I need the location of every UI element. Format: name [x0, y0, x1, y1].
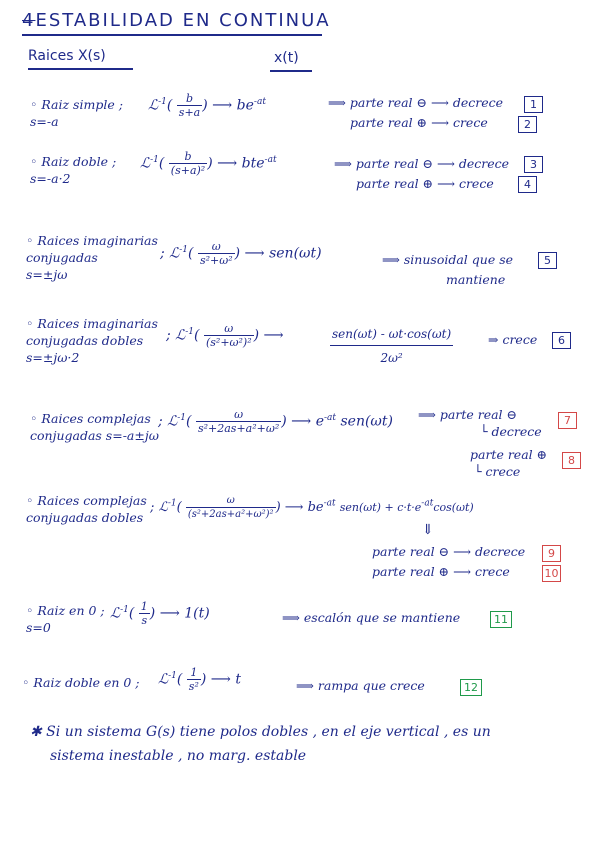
row-1-label	[30, 96, 123, 130]
fraction-numerator: 1	[140, 600, 148, 613]
row-8-label: ◦ Raiz doble en 0 ;	[22, 675, 140, 690]
exponent: -at	[264, 154, 277, 165]
result-denominator: 2ω²	[380, 351, 403, 365]
header-time-underline	[270, 70, 312, 72]
result-fraction	[330, 328, 453, 365]
inverse-exponent: -1	[177, 412, 187, 423]
fraction	[196, 408, 281, 435]
laplace-symbol: ℒ	[167, 413, 178, 430]
row-2-label-line: ◦ Raiz doble ;	[30, 154, 117, 169]
row-3-result: sen(ωt)	[269, 245, 322, 262]
row-6-label-line: conjugadas dobles	[26, 510, 144, 525]
page-title	[22, 10, 331, 31]
inverse-exponent: -1	[150, 154, 159, 165]
case-line: ⟹ parte real ⊖	[418, 407, 517, 422]
header-roots: Raices X(s)	[28, 48, 106, 64]
row-2-transform: ℒ$^{-1}$( $\frac{b}{\text{(s+a)²}}$ ) ⟶ bte$^{-at}$	[140, 150, 277, 177]
row-5-box-2: 8	[562, 452, 581, 469]
inverse-exponent: -1	[120, 604, 129, 615]
fraction-denominator: s²	[188, 680, 199, 693]
fraction-denominator: (s²+ω²)²	[205, 336, 252, 349]
row-2-result: bte	[241, 155, 265, 172]
laplace-symbol: ℒ	[175, 327, 186, 344]
row-4-label-line: s=±jω·2	[26, 350, 80, 365]
exponent: -at	[323, 498, 336, 509]
row-1-transform: ℒ$^{-1}$( $\frac{b}{s+a}$ ) ⟶ $be^{-at}$	[148, 92, 266, 119]
row-6-cases	[372, 542, 525, 582]
inverse-exponent: -1	[158, 96, 167, 107]
row-8-cases: ⟹ rampa que crece	[296, 678, 425, 693]
row-5-box-1: 7	[558, 412, 577, 429]
fraction	[139, 600, 150, 627]
laplace-symbol: ℒ	[169, 245, 180, 262]
case-line: ⟹ sinusoidal que se	[382, 252, 514, 267]
fraction-numerator: 1	[187, 666, 201, 680]
fraction-denominator: s²+2as+a²+ω²	[197, 422, 280, 435]
case-line: parte real ⊕ ⟶ crece	[350, 115, 488, 130]
exponent: -at	[323, 412, 337, 423]
row-5-label	[30, 410, 159, 444]
case-line: parte real ⊖ ⟶ decrece	[372, 544, 526, 559]
header-roots-underline	[28, 68, 133, 70]
row-2-label-line: s=-a·2	[30, 171, 71, 186]
row-5-result: e	[315, 413, 324, 430]
arrow: ⟶	[263, 327, 284, 344]
fraction	[198, 240, 235, 267]
implies-arrow: ⇓	[422, 522, 434, 538]
row-8-result: t	[235, 671, 241, 688]
row-1-label-line: s=-a	[30, 114, 59, 129]
row-7-box: 11	[490, 611, 512, 628]
row-2-box-1: 3	[524, 156, 543, 173]
laplace-symbol: ℒ	[158, 500, 168, 515]
row-1-box-1: 1	[524, 96, 543, 113]
fraction-numerator: ω	[186, 494, 276, 508]
row-6-result-cos: cos(ωt)	[433, 501, 474, 514]
fraction-denominator: s²+ω²	[199, 254, 233, 267]
fraction	[177, 92, 202, 119]
row-3-transform: ; ℒ$^{-1}$( $\frac{\omega}{\text{s²+ω²}}$ ) ⟶ sen(ωt)	[160, 240, 322, 267]
row-7-cases: ⟹ escalón que se mantiene	[282, 610, 461, 625]
case-line: parte real ⊕ ⟶ crece	[372, 564, 510, 579]
row-4-label-line: conjugadas dobles	[26, 333, 144, 348]
fraction-denominator: s	[141, 614, 148, 627]
row-4-cases: ⇒ crece	[488, 332, 538, 347]
row-4-transform: ; ℒ$^{-1}$( $\frac{\omega}{\text{(s²+ω²)²}}$ ) ⟶	[166, 322, 284, 349]
row-7-label-line: s=0	[26, 620, 51, 635]
row-6-result: be	[307, 500, 324, 515]
row-3-label-line: ◦ Raices imaginarias	[26, 233, 158, 248]
row-4-label-line: ◦ Raices imaginarias	[26, 316, 158, 331]
fraction	[169, 150, 207, 177]
fraction-numerator: b	[177, 92, 202, 106]
title-underline	[22, 34, 322, 36]
laplace-symbol: ℒ	[140, 155, 151, 172]
row-7-result: 1(t)	[184, 605, 210, 622]
footnote-line: ✱ Si un sistema G(s) tiene polos dobles , en el eje vertical , es un	[30, 724, 491, 740]
laplace-symbol: ℒ	[110, 605, 121, 622]
row-7-transform: ℒ$^{-1}$( $\frac{1}{s}$ ) ⟶ 1(t)	[110, 600, 210, 627]
case-line: └ decrece	[480, 424, 542, 439]
title-number: 4	[22, 10, 36, 31]
row-3-label-line: s=±jω	[26, 267, 68, 282]
fraction	[187, 666, 201, 693]
row-5-result-sin: sen(ωt)	[340, 413, 393, 430]
fraction-numerator: ω	[198, 240, 235, 254]
arrow: ⟶	[284, 500, 304, 515]
row-2-box-2: 4	[518, 176, 537, 193]
case-line: └ crece	[474, 464, 521, 479]
fraction-numerator: b	[169, 150, 207, 164]
inverse-exponent: -1	[185, 326, 195, 337]
laplace-symbol: ℒ	[148, 97, 159, 114]
row-6-transform: ; ℒ$^{-1}$( $\frac{\omega}{\text{(s²+2as+a²+ω²)²}}$ ) ⟶ $be^{-at}$ $sen(\omega t) + c\cdot t\cdot e^{-at}\cos(\omega t)$	[150, 495, 474, 520]
row-4-box: 6	[552, 332, 571, 349]
row-5-cases	[418, 406, 547, 480]
fraction-numerator: ω	[196, 408, 281, 422]
exponent: -at	[421, 498, 434, 509]
case-line: ⟹ parte real ⊖ ⟶ decrece	[328, 95, 504, 110]
arrow: ⟶	[217, 155, 238, 172]
row-6-box-1: 9	[542, 545, 561, 562]
row-2-cases	[334, 154, 509, 194]
row-2-label	[30, 153, 116, 187]
row-7-label-line: ◦ Raiz en 0 ;	[26, 603, 105, 618]
case-line: parte real ⊕ ⟶ crece	[356, 176, 494, 191]
inverse-exponent: -1	[167, 498, 177, 509]
case-line: parte real ⊕	[470, 447, 548, 462]
arrow: ⟶	[244, 245, 265, 262]
arrow: ⟶	[212, 97, 233, 114]
row-3-box: 5	[538, 252, 557, 269]
title-text: ESTABILIDAD EN CONTINUA	[35, 10, 331, 31]
row-6-label	[26, 492, 147, 526]
row-5-transform: ; ℒ$^{-1}$( $\frac{\omega}{\text{s²+2as+a²+ω²}}$ ) ⟶ $e^{-at}$ sen(ωt)	[158, 408, 393, 435]
exponent: -at	[253, 96, 266, 107]
row-8-transform: ℒ$^{-1}$( $\frac{1}{\text{s²}}$ ) ⟶ t	[158, 666, 241, 693]
row-7-label	[26, 602, 105, 636]
row-1-result: be	[236, 97, 254, 114]
inverse-exponent: -1	[179, 244, 189, 255]
case-line: mantiene	[446, 272, 506, 287]
fraction	[204, 322, 254, 349]
fraction-denominator: (s²+2as+a²+ω²)²	[187, 509, 274, 520]
row-1-cases	[328, 93, 503, 133]
arrow: ⟶	[210, 671, 231, 688]
fraction-numerator: ω	[204, 322, 254, 336]
fraction	[186, 494, 276, 521]
laplace-symbol: ℒ	[158, 671, 169, 688]
arrow: ⟶	[291, 413, 312, 430]
row-5-label-line: conjugadas s=-a±jω	[30, 428, 159, 443]
fraction-denominator: s+a	[178, 106, 201, 119]
row-3-label-line: conjugadas	[26, 250, 98, 265]
result-numerator: sen(ωt) - ωt·cos(ωt)	[330, 328, 453, 346]
row-6-box-2: 10	[542, 565, 561, 582]
row-6-result-sin: sen(ωt) + c·t·e	[339, 501, 422, 514]
inverse-exponent: -1	[168, 670, 177, 681]
arrow: ⟶	[159, 605, 180, 622]
fraction-denominator: (s+a)²	[170, 164, 206, 177]
row-1-label-line: ◦ Raiz simple ;	[30, 97, 123, 112]
row-3-label	[26, 232, 158, 283]
footnote	[30, 720, 491, 768]
footnote-line: sistema inestable , no marg. estable	[50, 748, 307, 764]
row-4-result	[330, 328, 453, 365]
row-6-label-line: ◦ Raices complejas	[26, 493, 147, 508]
row-1-box-2: 2	[518, 116, 537, 133]
header-time: x(t)	[274, 50, 299, 66]
row-5-label-line: ◦ Raices complejas	[30, 411, 151, 426]
row-3-cases	[382, 250, 513, 290]
row-4-label	[26, 315, 158, 366]
row-8-box: 12	[460, 679, 482, 696]
case-line: ⟹ parte real ⊖ ⟶ decrece	[334, 156, 510, 171]
